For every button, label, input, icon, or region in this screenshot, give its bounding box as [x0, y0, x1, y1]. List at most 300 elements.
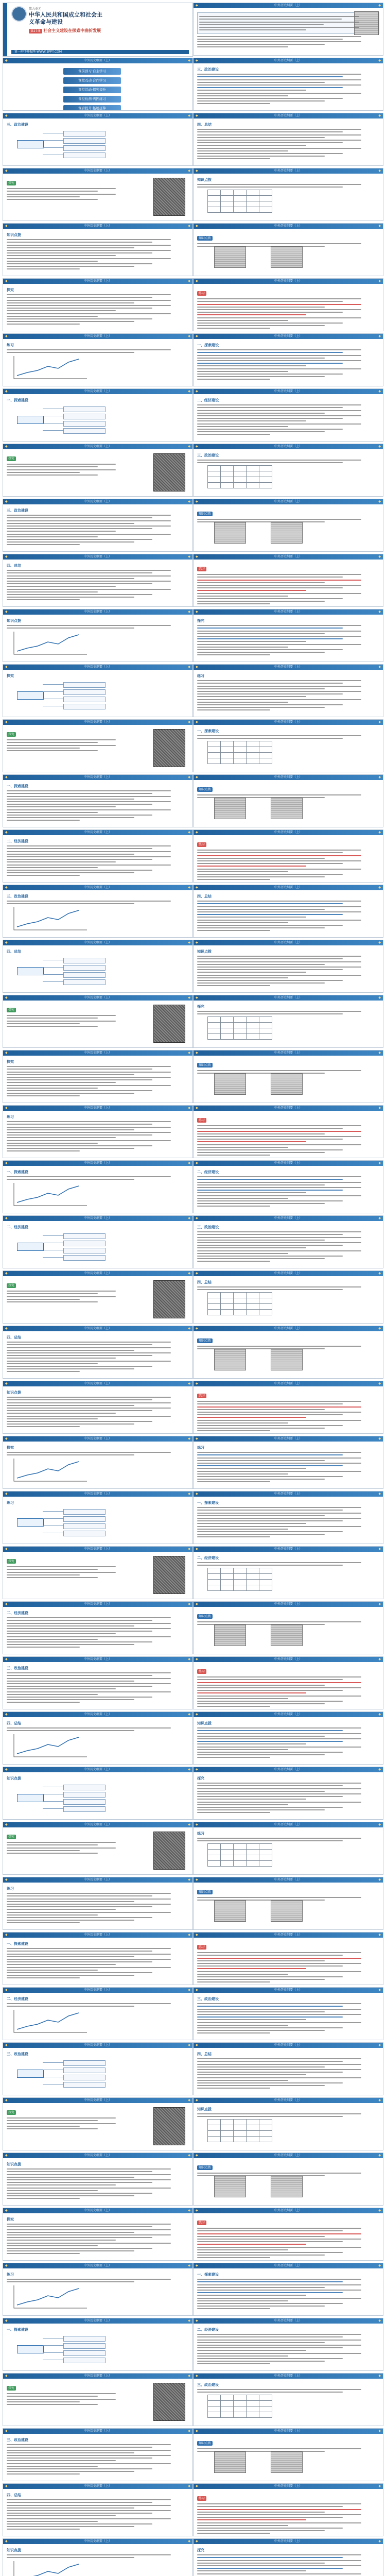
content-slide: [3, 278, 193, 331]
content-slide: [3, 2428, 193, 2481]
diagram-node: [63, 1233, 106, 1239]
text-line: [197, 1965, 343, 1967]
slide-header-bar: [3, 609, 192, 615]
text-line: [7, 1922, 80, 1923]
text-line: [7, 867, 98, 868]
section-heading: 三、政治建设: [7, 1666, 28, 1670]
text-line: [197, 2279, 361, 2280]
table-row: [208, 1028, 272, 1034]
text-line: [7, 261, 98, 262]
table-row: [208, 2401, 272, 2406]
illustration-image: [214, 1073, 246, 1095]
table-cell: [259, 2131, 272, 2137]
section-heading: 探究: [7, 288, 14, 292]
table-row: [208, 471, 272, 477]
text-line: [199, 24, 324, 25]
table-cell: [259, 1298, 272, 1304]
text-line: [7, 2123, 116, 2124]
chart-axis: [14, 907, 87, 930]
diamond-icon: ◆: [196, 445, 198, 448]
text-line: [7, 1074, 134, 1075]
text-line: [7, 1697, 152, 1698]
text-line: [7, 196, 80, 197]
slide-header-title: 中外历史纲要（上）: [274, 610, 303, 614]
section-heading: 三、政治建设: [197, 1997, 219, 2001]
table-cell: [259, 1017, 272, 1023]
slide-header-bar: [194, 1712, 383, 1717]
diamond-icon: ◆: [188, 2429, 190, 2433]
concept-diagram: [7, 680, 189, 711]
text-line: [7, 2198, 80, 2199]
text-line: [7, 903, 134, 904]
table-cell: [208, 466, 221, 471]
diagram-node: [63, 406, 106, 412]
diagram-connector: [43, 1235, 63, 1236]
slide-header-bar: [194, 665, 383, 670]
text-line: [197, 1409, 325, 1410]
text-line: [197, 2570, 306, 2571]
slide-body: [3, 1386, 192, 1431]
section-heading: 一、探索建设: [197, 729, 219, 733]
table-cell: [221, 1293, 234, 1298]
section-tag: 练习: [197, 842, 206, 847]
text-line: [197, 1401, 361, 1402]
text-line: [7, 2505, 171, 2506]
text-line: [7, 875, 80, 876]
diamond-icon: ◆: [188, 1216, 190, 1220]
text-line: [197, 1749, 288, 1750]
slide-header-title: 中外历史纲要（上）: [83, 1988, 112, 1992]
text-line: [197, 909, 325, 910]
slide-header-bar: [194, 1877, 383, 1883]
table-cell: [234, 1304, 247, 1310]
table-cell: [259, 201, 272, 207]
section-heading: 三、政治建设: [197, 67, 219, 72]
table-cell: [208, 753, 221, 758]
text-line: [197, 688, 325, 689]
text-line: [7, 1129, 134, 1130]
chart-axis: [14, 1459, 87, 1481]
menu-item-2[interactable]: 课堂互动·合作学习: [63, 77, 121, 84]
text-line: [197, 1565, 343, 1566]
text-line: [197, 1840, 343, 1841]
slide-header-bar: [3, 1657, 192, 1662]
slide-header-title: 中外历史纲要（上）: [274, 334, 303, 338]
slide-header-title: 中外历史纲要（上）: [274, 1272, 303, 1275]
text-line: [197, 184, 361, 185]
text-line: [197, 593, 361, 594]
text-line: [7, 1899, 171, 1900]
text-line: [197, 1346, 361, 1347]
slide-header-bar: [194, 1988, 383, 1993]
text-line: [197, 2113, 361, 2114]
slide-body: [3, 2048, 192, 2092]
diagram-node: [63, 1241, 106, 1246]
slide-header-bar: [194, 1767, 383, 1772]
text-line: [7, 1421, 152, 1422]
text-line: [197, 852, 343, 853]
diamond-icon: ◆: [5, 1382, 8, 1385]
text-line: [197, 1679, 343, 1680]
table-cell: [259, 1850, 272, 1855]
text-line: [7, 1069, 152, 1070]
slide-header-title: 中外历史纲要（上）: [83, 996, 112, 999]
text-line: [197, 2503, 361, 2504]
text-line: [7, 1901, 134, 1902]
diagram-connector: [43, 1808, 63, 1809]
diamond-icon: ◆: [196, 2374, 198, 2378]
text-line: [7, 745, 116, 746]
slide-header-title: 中外历史纲要（上）: [274, 886, 303, 889]
text-line: [7, 1026, 98, 1027]
section-tag: 练习: [197, 567, 206, 571]
text-line: [197, 2019, 306, 2020]
section-heading: 三、政治建设: [7, 894, 28, 899]
text-line: [197, 580, 361, 581]
text-line: [197, 1515, 325, 1516]
text-line: [197, 2525, 288, 2526]
diamond-icon: ◆: [5, 445, 8, 448]
text-line: [7, 570, 171, 571]
diamond-icon: ◆: [5, 2264, 8, 2267]
slide-body: [3, 1497, 192, 1540]
diamond-icon: ◆: [5, 279, 8, 283]
diamond-icon: ◆: [196, 1161, 198, 1165]
text-line: [7, 1361, 171, 1362]
content-slide: [3, 113, 193, 166]
text-line: [197, 150, 288, 151]
text-line: [197, 1690, 343, 1691]
figure-chart: [12, 1458, 89, 1483]
text-line: [7, 2253, 80, 2254]
menu-item-1[interactable]: 课前预习·自主学习: [63, 68, 121, 75]
text-line: [197, 2236, 325, 2237]
text-line: [197, 2030, 325, 2031]
text-line: [7, 1296, 116, 1297]
slide-header-title: 中外历史纲要（上）: [274, 169, 303, 173]
table-cell: [208, 2120, 221, 2125]
diamond-icon: ◆: [5, 224, 8, 228]
section-heading: 探究: [7, 2217, 14, 2222]
section-heading: 探究: [197, 1776, 204, 1781]
text-line: [7, 1293, 98, 1294]
diamond-icon: ◆: [188, 1382, 190, 1385]
slide-header-title: 中外历史纲要（上）: [274, 500, 303, 503]
diamond-icon: ◆: [5, 720, 8, 724]
table-cell: [259, 207, 272, 213]
slide-header-bar: [194, 1161, 383, 1166]
slide-header-bar: [194, 1381, 383, 1386]
text-line: [7, 804, 152, 805]
diamond-icon: ◆: [188, 169, 190, 173]
slide-header-bar: [3, 665, 192, 670]
content-slide: [3, 609, 193, 662]
diagram-node: [63, 972, 106, 978]
diamond-icon: ◆: [196, 775, 198, 779]
diamond-icon: ◆: [188, 334, 190, 338]
illustration-image: [271, 522, 303, 544]
chart-axis: [14, 2285, 87, 2308]
diamond-icon: ◆: [196, 334, 198, 338]
book-label: 第九单元: [29, 7, 42, 11]
slide-body: [194, 2213, 383, 2261]
text-line: [197, 1149, 343, 1150]
text-line: [7, 1917, 152, 1918]
diamond-icon: ◆: [378, 886, 381, 889]
slide-header-bar: [194, 775, 383, 780]
text-line: [7, 2171, 152, 2172]
text-line: [7, 2248, 152, 2249]
text-line: [7, 1301, 98, 1302]
text-line: [197, 930, 270, 931]
content-slide: [3, 1050, 193, 1103]
intro-box: [197, 12, 379, 34]
content-slide: [193, 664, 383, 717]
text-line: [197, 1952, 361, 1953]
text-line: [197, 582, 325, 583]
text-line: [7, 851, 171, 852]
text-line: [7, 1085, 171, 1086]
text-line: [7, 2182, 152, 2183]
slide-header-bar: [194, 2263, 383, 2268]
diamond-icon: ◆: [5, 610, 8, 614]
content-slide: [193, 1767, 383, 1820]
text-line: [7, 583, 152, 584]
text-line: [197, 2308, 270, 2309]
table-cell: [247, 1574, 259, 1580]
diamond-icon: ◆: [5, 555, 8, 558]
text-line: [197, 1687, 361, 1688]
menu-item-4[interactable]: 课堂检测·巩固练习: [63, 96, 121, 103]
slide-body: [3, 2268, 192, 2313]
text-line: [197, 328, 270, 329]
text-line: [197, 44, 325, 45]
table-row: [208, 2406, 272, 2412]
text-line: [197, 2533, 270, 2534]
diamond-icon: ◆: [5, 1051, 8, 1055]
section-tag: 知识点拨: [197, 787, 213, 792]
text-line: [197, 2027, 343, 2028]
text-line: [197, 2006, 343, 2007]
text-line: [7, 318, 152, 319]
diamond-icon: ◆: [378, 2264, 381, 2267]
text-line: [197, 1190, 343, 1191]
text-line: [7, 1954, 171, 1955]
table-cell: [208, 471, 221, 477]
text-line: [197, 93, 361, 94]
text-line: [197, 2298, 361, 2299]
diamond-icon: ◆: [196, 1768, 198, 1771]
slide-header-bar: [194, 1933, 383, 1938]
table-cell: [259, 2401, 272, 2406]
menu-item-5[interactable]: 课后提升·拓展延伸: [63, 105, 121, 111]
table-cell: [234, 477, 247, 483]
diamond-icon: ◆: [5, 665, 8, 669]
text-line: [197, 1481, 270, 1482]
text-line: [7, 2399, 116, 2400]
text-line: [197, 1256, 343, 1257]
slide-header-title: 中外历史纲要（上）: [274, 1492, 303, 1496]
slide-header-bar: [3, 334, 192, 339]
slide-body: [194, 560, 383, 607]
text-line: [197, 325, 325, 326]
text-line: [197, 2074, 306, 2075]
diamond-icon: ◆: [378, 169, 381, 173]
text-line: [197, 2530, 325, 2531]
text-line: [7, 1368, 134, 1369]
slide-body: [3, 2158, 192, 2203]
slide-header-bar: [3, 1271, 192, 1276]
slide-body: [3, 780, 192, 825]
slide-header-title: 中外历史纲要（上）: [274, 1713, 303, 1716]
diamond-icon: ◆: [196, 279, 198, 283]
text-line: [7, 1410, 152, 1411]
text-line: [7, 1972, 152, 1973]
diamond-icon: ◆: [5, 996, 8, 999]
table-cell: [234, 2395, 247, 2401]
text-line: [7, 848, 152, 849]
text-line: [7, 324, 80, 325]
slide-header-title: 中外历史纲要（上）: [83, 334, 112, 338]
diagram-node: [63, 421, 106, 427]
diamond-icon: ◆: [188, 665, 190, 669]
diamond-icon: ◆: [188, 2319, 190, 2323]
text-line: [197, 1253, 288, 1254]
table-cell: [234, 1574, 247, 1580]
text-line: [197, 1250, 361, 1251]
table-cell: [259, 2412, 272, 2418]
slide-header-bar: [3, 2263, 192, 2268]
diagram-connector: [43, 140, 63, 141]
table-cell: [208, 201, 221, 207]
content-slide: [3, 2208, 193, 2261]
diamond-icon: ◆: [188, 1272, 190, 1275]
text-line: [7, 242, 152, 243]
text-line: [197, 1743, 306, 1744]
section-tag: 知识点拨: [197, 1890, 213, 1894]
slide-header-title: 中外历史纲要（上）: [274, 389, 303, 393]
diagram-node: [17, 967, 44, 975]
diamond-icon: ◆: [196, 831, 198, 834]
section-tag: 练习: [197, 1394, 206, 1398]
menu-item-3[interactable]: 课堂活动·探究提升: [63, 87, 121, 93]
diamond-icon: ◆: [196, 224, 198, 228]
text-line: [197, 309, 361, 310]
diagram-node: [63, 1509, 106, 1515]
text-line: [7, 2128, 98, 2129]
slide-header-bar: [3, 885, 192, 890]
section-tag: 练习: [197, 1118, 206, 1123]
text-line: [197, 410, 361, 411]
diamond-icon: ◆: [378, 1602, 381, 1606]
content-slide: [193, 719, 383, 772]
table-row: [208, 747, 272, 753]
table-cell: [259, 483, 272, 488]
content-slide: [3, 333, 193, 386]
content-slide: [3, 1546, 193, 1599]
text-line: [197, 1206, 270, 1207]
text-line: [197, 1412, 361, 1413]
diagram-node: [63, 428, 106, 434]
slide-header-title: 中外历史纲要（上）: [274, 996, 303, 999]
text-line: [197, 794, 361, 795]
slide-header-bar: [3, 2208, 192, 2213]
figure-chart: [12, 906, 89, 932]
slide-body: [3, 2544, 192, 2576]
text-line: [7, 1140, 171, 1141]
table-cell: [208, 2412, 221, 2418]
section-heading: 练习: [197, 1446, 204, 1450]
diagram-node: [63, 414, 106, 419]
slide-body: [194, 1497, 383, 1541]
table-cell: [208, 1574, 221, 1580]
content-slide: [3, 1932, 193, 1985]
text-line: [197, 2257, 270, 2258]
text-line: [197, 2255, 325, 2256]
text-line: [7, 1914, 98, 1916]
text-line: [7, 790, 171, 791]
slide-header-title: 中外历史纲要（上）: [83, 445, 112, 448]
text-line: [197, 1203, 325, 1204]
table-cell: [259, 1568, 272, 1574]
text-line: [197, 628, 343, 629]
table-cell: [221, 2395, 234, 2401]
text-line: [7, 1371, 80, 1372]
slide-header-title: 中外历史纲要（上）: [83, 1327, 112, 1330]
diamond-icon: ◆: [378, 1161, 381, 1165]
text-line: [7, 1683, 171, 1684]
text-line: [197, 41, 361, 42]
section-heading: 探究: [7, 1060, 14, 1064]
slide-body: [194, 449, 383, 491]
text-line: [197, 2565, 361, 2566]
diamond-icon: ◆: [188, 500, 190, 503]
text-line: [197, 625, 361, 626]
diagram-connector: [43, 2062, 63, 2063]
text-line: [197, 1703, 325, 1704]
table-cell: [247, 1023, 259, 1028]
text-line: [197, 975, 361, 976]
text-line: [7, 2279, 171, 2280]
slide-header-title: 中外历史纲要（上）: [274, 2043, 303, 2047]
text-line: [197, 636, 361, 637]
diamond-icon: ◆: [196, 2154, 198, 2157]
text-line: [197, 1738, 361, 1739]
content-slide: [193, 2483, 383, 2536]
table-cell: [247, 1034, 259, 1040]
text-line: [7, 1416, 171, 1417]
slide-header-bar: [3, 1547, 192, 1552]
diagram-node: [63, 2350, 106, 2356]
text-line: [7, 1077, 171, 1078]
text-line: [7, 1628, 171, 1629]
text-line: [7, 1893, 171, 1894]
diamond-icon: ◆: [378, 1768, 381, 1771]
diagram-node: [17, 1243, 44, 1251]
content-slide: [3, 554, 193, 607]
text-line: [197, 901, 361, 902]
table-cell: [234, 747, 247, 753]
text-line: [7, 464, 116, 465]
slide-header-bar: [194, 1271, 383, 1276]
slide-body: [3, 1607, 192, 1652]
slide-header-title: 中外历史纲要（上）: [83, 2264, 112, 2267]
text-line: [197, 1476, 343, 1477]
text-line: [7, 2523, 152, 2524]
table-cell: [221, 471, 234, 477]
text-line: [197, 2334, 361, 2335]
text-line: [197, 1458, 361, 1459]
